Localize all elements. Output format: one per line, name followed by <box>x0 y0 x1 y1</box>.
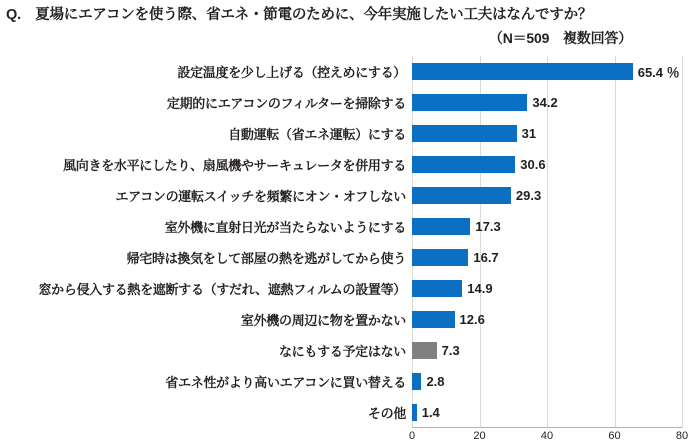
chart-row <box>0 366 700 397</box>
chart-row <box>0 335 700 366</box>
bar-value-label: 7.3 <box>441 342 460 358</box>
category-label: 風向きを水平にしたり、扇風機やサーキュレータを併用する <box>63 157 406 173</box>
category-label: 定期的にエアコンのフィルターを掃除する <box>166 95 406 111</box>
bar-value-label: 1.4 <box>421 404 440 420</box>
category-label: 設定温度を少し上げる（控えめにする） <box>177 64 406 80</box>
bar-container <box>412 273 700 304</box>
chart-row <box>0 87 700 118</box>
bar-container <box>412 397 700 428</box>
category-label: 室外機に直射日光が当たらないようにする <box>164 219 406 235</box>
x-tick-label: 0 <box>408 429 416 442</box>
x-tick-label: 60 <box>608 429 621 442</box>
category-label: 省エネ性がより高いエアコンに買い替える <box>165 374 406 390</box>
category-label: その他 <box>367 405 406 421</box>
bar-container <box>412 180 700 211</box>
chart-row <box>0 56 700 87</box>
bar-container <box>412 149 700 180</box>
bar-container <box>412 335 700 366</box>
bar <box>412 218 470 235</box>
bar <box>412 63 633 80</box>
bar-container <box>412 118 700 149</box>
bar-chart <box>0 56 700 442</box>
bar-value-label: 34.2 <box>532 94 558 110</box>
x-tick-label: 20 <box>473 429 486 442</box>
bar <box>412 249 468 266</box>
bar-value-label: 31 <box>521 125 537 141</box>
chart-row <box>0 304 700 335</box>
bar <box>412 156 515 173</box>
bar-container <box>412 211 700 242</box>
bar-value-label: 16.7 <box>473 249 499 265</box>
chart-row <box>0 118 700 149</box>
category-label: 自動運転（省エネ運転）にする <box>228 126 406 142</box>
chart-row <box>0 273 700 304</box>
bar <box>412 125 517 142</box>
chart-row <box>0 242 700 273</box>
category-label: なにもする予定はない <box>278 343 406 359</box>
bar-container <box>412 366 700 397</box>
bar-value-label: 65.4 ％ <box>637 64 680 80</box>
bar <box>412 373 421 390</box>
bar-value-label: 17.3 <box>475 218 501 234</box>
chart-row <box>0 397 700 428</box>
chart-row <box>0 149 700 180</box>
bar <box>412 404 417 421</box>
category-label: 室外機の周辺に物を置かない <box>240 312 406 328</box>
bar <box>412 280 462 297</box>
bar-container <box>412 56 700 87</box>
bar-value-label: 30.6 <box>520 156 546 172</box>
bar <box>412 342 437 359</box>
category-label: 帰宅時は換気をして部屋の熱を逃がしてから使う <box>126 250 406 266</box>
bar-container <box>412 304 700 335</box>
bar-value-label: 14.9 <box>467 280 493 296</box>
x-axis-tick-labels <box>408 429 692 448</box>
bar-value-label: 29.3 <box>515 187 542 203</box>
bar <box>412 94 527 111</box>
category-label: エアコンの運転スイッチを頻繁にオン・オフしない <box>115 188 406 204</box>
x-tick-label: 40 <box>540 429 554 442</box>
title-block <box>0 0 700 48</box>
bar-container <box>412 87 700 118</box>
sample-size-label: （N＝509 複数回答） <box>488 29 632 46</box>
bar <box>412 311 455 328</box>
chart-row <box>0 211 700 242</box>
bar <box>412 187 511 204</box>
bar-value-label: 2.8 <box>426 373 445 389</box>
bar-value-label: 12.6 <box>459 311 485 327</box>
bar-container <box>412 242 700 273</box>
bar-rows <box>0 56 700 428</box>
x-tick-label: 80 <box>675 429 689 442</box>
page-title: Q. 夏場にエアコンを使う際、省エネ・節電のために、今年実施したい工夫はなんですか？ <box>6 7 593 23</box>
chart-row <box>0 180 700 211</box>
category-label: 窓から侵入する熱を遮断する（すだれ、遮熱フィルムの設置等） <box>38 281 406 297</box>
